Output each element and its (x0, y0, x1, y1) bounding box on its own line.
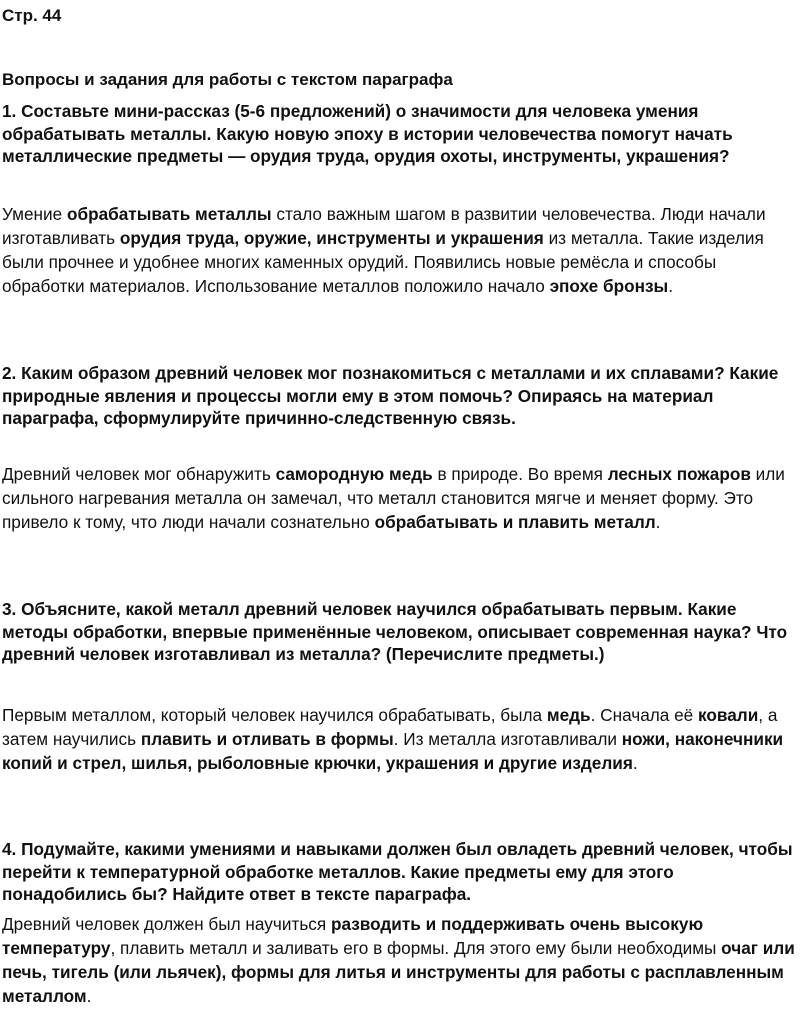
answer-text-run: или сильного нагревания металла он замечал, что металл становится мягче и меняет форму. Это привело к тому, что люди начали сознательно (2, 464, 785, 532)
answer-bold-run: орудия труда, оружие, инструменты и украшения (119, 228, 544, 248)
answer-bold-run: ножи, наконечники копий и стрел, шилья, рыболовные крючки, украшения и другие изделия (2, 729, 784, 773)
question-1: 1. Составьте мини-рассказ (5-6 предложений) о значимости для человека умения обрабатывать металлы. Какую новую эпоху в истории человечества помогут начать металлические предметы — орудия труда, орудия охоты, инструменты, украшения? (2, 101, 733, 166)
answer-text-run: Первым металлом, который человек научился обрабатывать, была (2, 705, 547, 725)
answer-bold-run: самородную медь (275, 464, 433, 484)
question-4: 4. Подумайте, какими умениями и навыками должен был овладеть древний человек, чтобы перейти к температурной обработке металлов. Какие предметы ему для этого понадобились бы? Найдите ответ в тексте параграфа. (2, 839, 793, 904)
answer-text-run: , плавить металл и заливать его в формы. Для этого ему были необходимы (110, 938, 722, 958)
answer-text-run: , а затем научились (2, 705, 778, 749)
answer-bold-run: ковали (698, 705, 759, 725)
answer-4 (2, 912, 798, 1008)
answer-text-run: . Сначала её (590, 705, 699, 725)
answer-3 (2, 703, 798, 775)
answer-text-run: . (86, 986, 92, 1006)
answer-text-run: . (655, 512, 661, 532)
answer-bold-run: эпохе бронзы (549, 276, 669, 296)
section-heading: Вопросы и задания для работы с текстом параграфа (2, 70, 453, 89)
answer-2 (2, 462, 798, 534)
answer-bold-run: очаг или печь, тигель (или льячек), формы для литья и инструменты для работы с расплавленным металлом (2, 938, 795, 1006)
answer-bold-run: лесных пожаров (607, 464, 751, 484)
answer-bold-run: медь (546, 705, 591, 725)
answer-text-run: стало важным шагом в развитии человечества. Люди начали изготавливать (2, 204, 766, 248)
answer-bold-run: плавить и отливать в формы (140, 729, 394, 749)
answer-text-run: Умение (2, 204, 67, 224)
answer-text-run: . (632, 753, 638, 773)
answer-text-run: . (668, 276, 673, 296)
answer-1 (2, 202, 798, 298)
answer-text-run: Древний человек мог обнаружить (2, 464, 276, 484)
page-number: Стр. 44 (2, 6, 62, 25)
answer-bold-run: обрабатывать и плавить металл (374, 512, 656, 532)
answer-text-run: из металла. Такие изделия были прочнее и удобнее многих каменных орудий. Появились новые ремёсла и способы обработки материалов. Использование металлов положило начало (2, 228, 764, 296)
question-3: 3. Объясните, какой металл древний человек научился обрабатывать первым. Какие методы обработки, впервые применённые человеком, описывает современная наука? Что древний человек изготавливал из металла? (Перечислите предметы.) (2, 599, 788, 664)
answer-text-run: Древний человек должен был научиться (2, 914, 331, 934)
answer-text-run: в природе. Во время (432, 464, 608, 484)
answer-bold-run: обрабатывать металлы (66, 204, 272, 224)
answer-text-run: . Из металла изготавливали (393, 729, 622, 749)
question-2: 2. Каким образом древний человек мог познакомиться с металлами и их сплавами? Какие природные явления и процессы могли ему в этом помочь? Опираясь на материал параграфа, сформулируйте причинно-следственную связь. (2, 363, 779, 428)
answer-bold-run: разводить и поддерживать очень высокую температуру (2, 914, 704, 958)
